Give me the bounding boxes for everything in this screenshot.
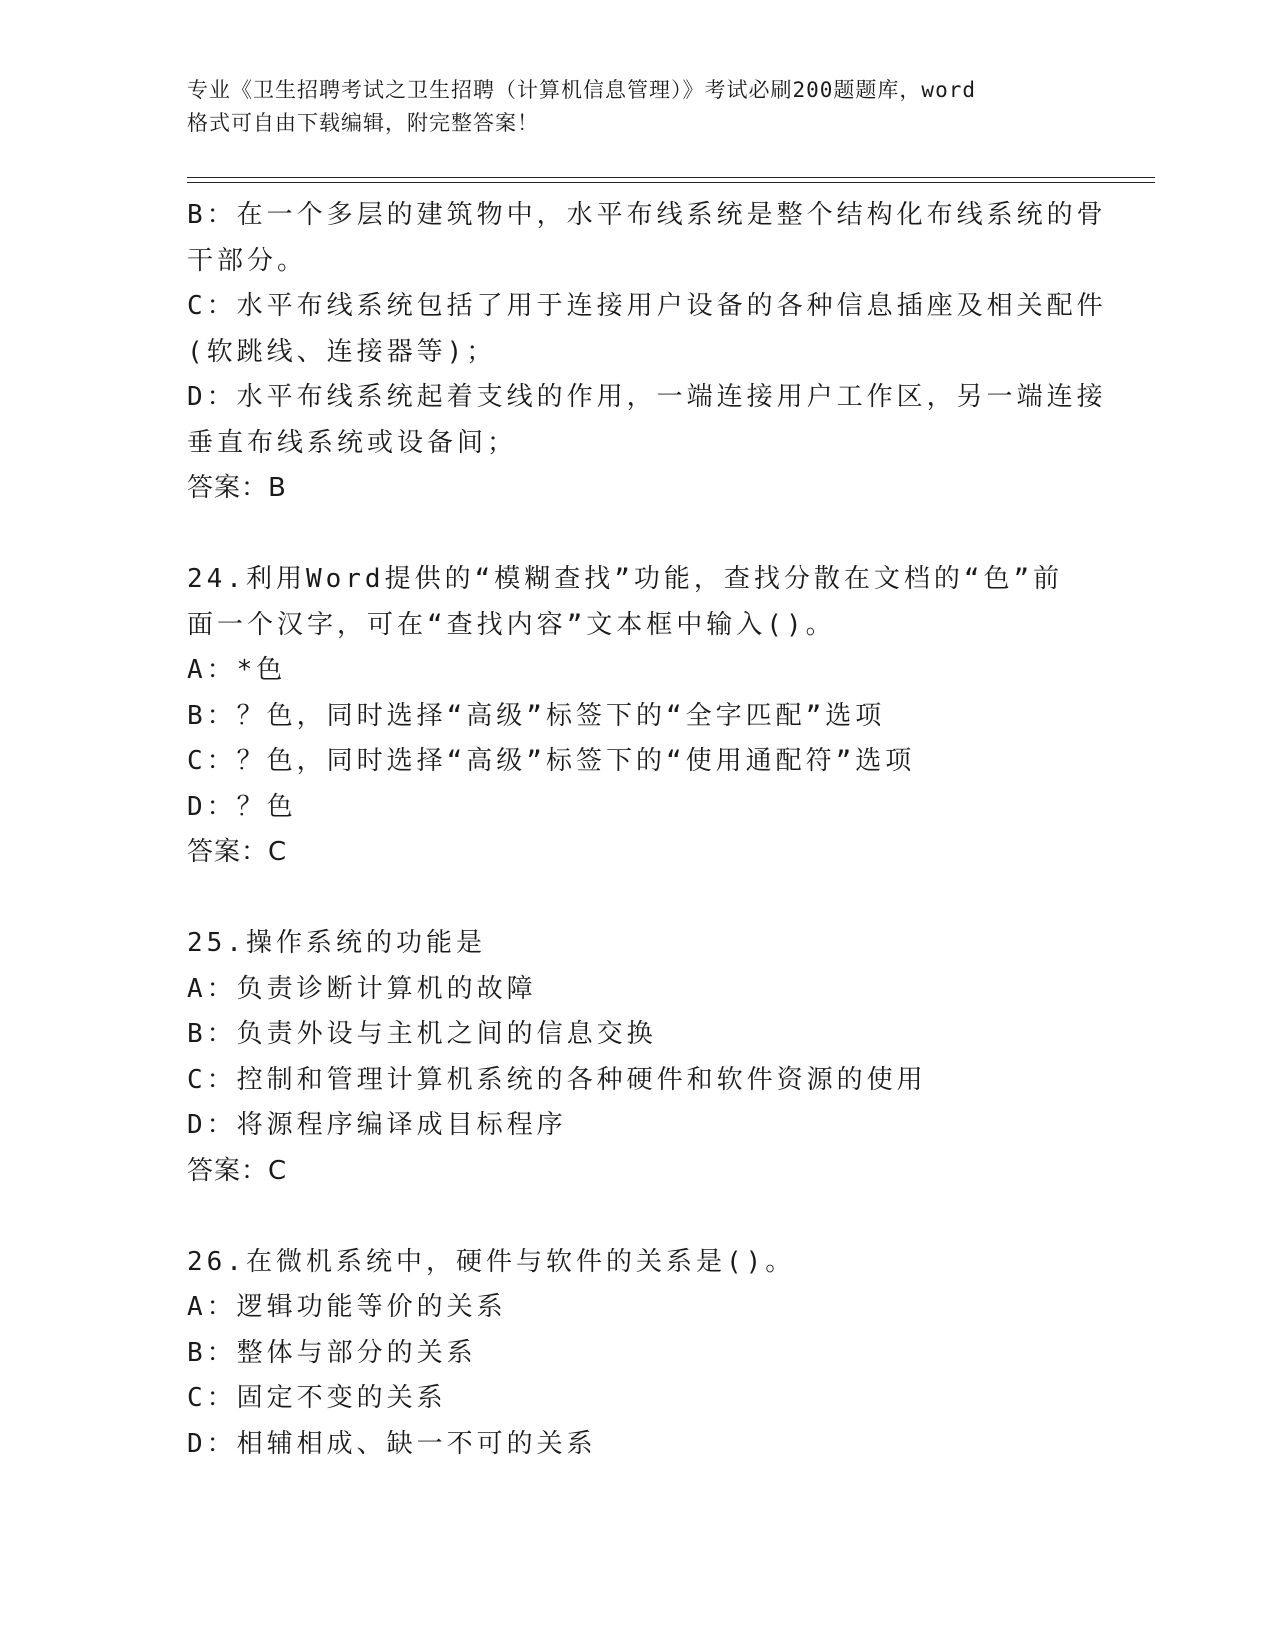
q23-answer: 答案：B	[187, 473, 287, 503]
spacer	[187, 1194, 1087, 1240]
question-24	[187, 557, 1087, 876]
q26-option-b: B：整体与部分的关系	[187, 1337, 477, 1368]
spacer	[187, 876, 1087, 922]
document-header	[187, 74, 1087, 140]
q24-stem-line-1: 24.利用Word提供的“模糊查找”功能，查找分散在文档的“色”前	[187, 564, 1064, 594]
question-26	[187, 1240, 1087, 1468]
q25-option-c: C：控制和管理计算机系统的各种硬件和软件资源的使用	[187, 1064, 927, 1095]
question-25	[187, 921, 1087, 1194]
q23-option-b-line-2: 干部分。	[187, 245, 308, 276]
q23-option-c-line-2: (软跳线、连接器等)；	[187, 336, 497, 367]
header-divider-top	[187, 177, 1155, 178]
q24-option-b: B：？色，同时选择“高级”标签下的“全字匹配”选项	[187, 700, 886, 731]
q25-option-a: A：负责诊断计算机的故障	[187, 973, 537, 1004]
document-body	[187, 193, 1107, 1467]
header-line-1: 专业《卫生招聘考试之卫生招聘（计算机信息管理）》考试必刷200题题库，word	[187, 78, 976, 102]
q25-option-b: B：负责外设与主机之间的信息交换	[187, 1019, 657, 1049]
q24-option-d: D：？色	[187, 791, 297, 822]
q25-option-d: D：将源程序编译成目标程序	[187, 1110, 567, 1140]
q26-option-d: D：相辅相成、缺一不可的关系	[187, 1428, 597, 1459]
q23-option-d-line-2: 垂直布线系统或设备间；	[187, 427, 518, 458]
q23-option-c-line-1: C：水平布线系统包括了用于连接用户设备的各种信息插座及相关配件	[187, 291, 1107, 321]
q23-option-d-line-1: D：水平布线系统起着支线的作用，一端连接用户工作区，另一端连接	[187, 382, 1107, 412]
q24-stem-line-2: 面一个汉字，可在“查找内容”文本框中输入()。	[187, 609, 836, 640]
q25-stem: 25.操作系统的功能是	[187, 928, 486, 958]
q24-answer: 答案：C	[187, 837, 288, 867]
header-divider-bottom	[187, 182, 1155, 183]
spacer	[187, 512, 1087, 558]
q24-option-a: A：*色	[187, 655, 287, 685]
q26-option-c: C：固定不变的关系	[187, 1383, 447, 1413]
q25-answer: 答案：C	[187, 1155, 288, 1186]
q26-option-a: A：逻辑功能等价的关系	[187, 1292, 507, 1322]
q23-option-b-line-1: B：在一个多层的建筑物中，水平布线系统是整个结构化布线系统的骨	[187, 200, 1107, 230]
question-23	[187, 193, 1107, 512]
header-line-2: 格式可自由下载编辑，附完整答案！	[187, 111, 539, 135]
q24-option-c: C：？色，同时选择“高级”标签下的“使用通配符”选项	[187, 746, 916, 776]
q26-stem: 26.在微机系统中，硬件与软件的关系是()。	[187, 1246, 796, 1277]
